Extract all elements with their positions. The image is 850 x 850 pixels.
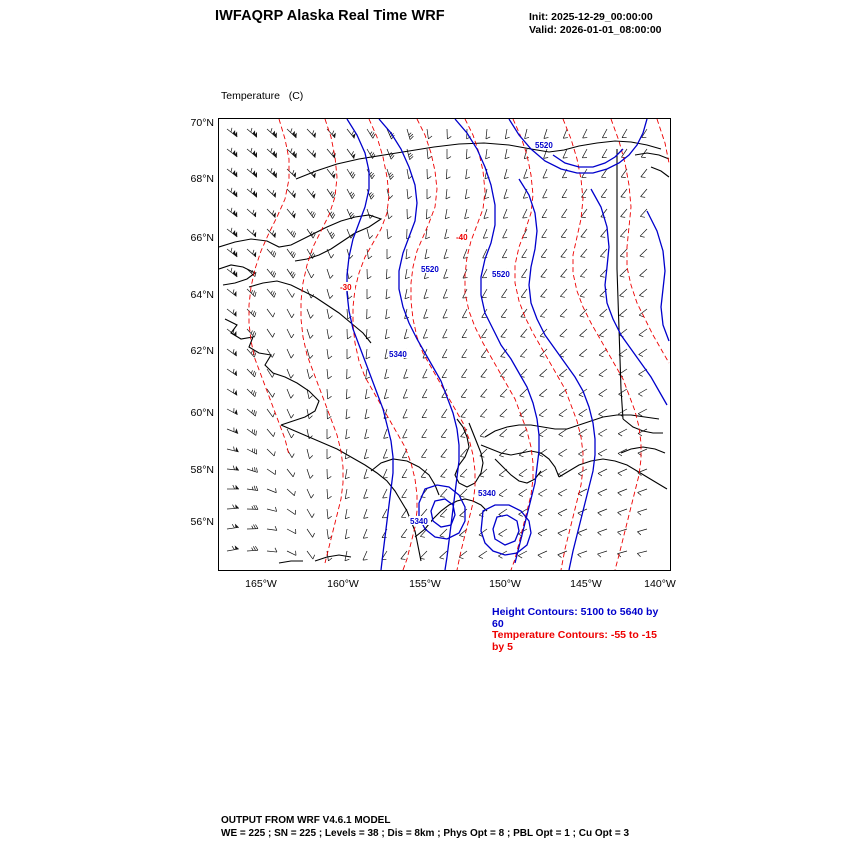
lon-tick: 155°W: [409, 578, 441, 590]
longitude-axis: [218, 578, 676, 598]
model-output-footer: [221, 814, 629, 840]
temperature-contour-legend: Temperature Contours: -55 to -15 by 5: [492, 629, 657, 653]
lat-tick: 70°N: [190, 117, 214, 129]
svg-text:5520: 5520: [421, 265, 439, 274]
units-temperature: Temperature (C): [221, 90, 304, 102]
temperature-label: [455, 232, 471, 242]
temperature-contours: [249, 119, 669, 570]
lat-tick: 66°N: [190, 232, 214, 244]
map-plot-area[interactable]: [218, 118, 671, 571]
svg-text:5340: 5340: [389, 350, 407, 359]
latitude-axis: [162, 118, 214, 571]
page-title: IWFAQRP Alaska Real Time WRF: [215, 8, 445, 24]
height-label: [477, 488, 499, 498]
map-canvas: [219, 119, 670, 570]
svg-text:5520: 5520: [535, 141, 553, 150]
lat-tick: 64°N: [190, 289, 214, 301]
svg-text:-30: -30: [340, 283, 352, 292]
lon-tick: 145°W: [570, 578, 602, 590]
svg-text:5340: 5340: [410, 517, 428, 526]
init-time: Init: 2025-12-29_00:00:00: [529, 11, 653, 23]
footer-line-1: OUTPUT FROM WRF V4.6.1 MODEL: [221, 815, 391, 826]
lon-tick: 150°W: [489, 578, 521, 590]
footer-line-2: WE = 225 ; SN = 225 ; Levels = 38 ; Dis = 8km ; Phys Opt = 8 ; PBL Opt = 1 ; Cu Opt = 3: [221, 828, 630, 839]
lat-tick: 56°N: [190, 516, 214, 528]
height-label: [534, 140, 556, 150]
init-valid-block: [529, 11, 662, 37]
height-label: [420, 264, 442, 274]
svg-text:5520: 5520: [492, 270, 510, 279]
lat-tick: 68°N: [190, 173, 214, 185]
lat-tick: 62°N: [190, 345, 214, 357]
lat-tick: 60°N: [190, 407, 214, 419]
svg-text:-40: -40: [456, 233, 468, 242]
valid-time: Valid: 2026-01-01_08:00:00: [529, 24, 662, 36]
height-label: [388, 349, 410, 359]
height-label: [409, 516, 431, 526]
height-label: [491, 269, 513, 279]
lat-tick: 58°N: [190, 464, 214, 476]
lon-tick: 160°W: [327, 578, 359, 590]
lon-tick: 165°W: [245, 578, 277, 590]
svg-text:5340: 5340: [478, 489, 496, 498]
lon-tick: 140°W: [644, 578, 676, 590]
height-contour-legend: Height Contours: 5100 to 5640 by 60: [492, 606, 659, 630]
temperature-label: [339, 282, 355, 292]
height-contours: [347, 119, 669, 570]
